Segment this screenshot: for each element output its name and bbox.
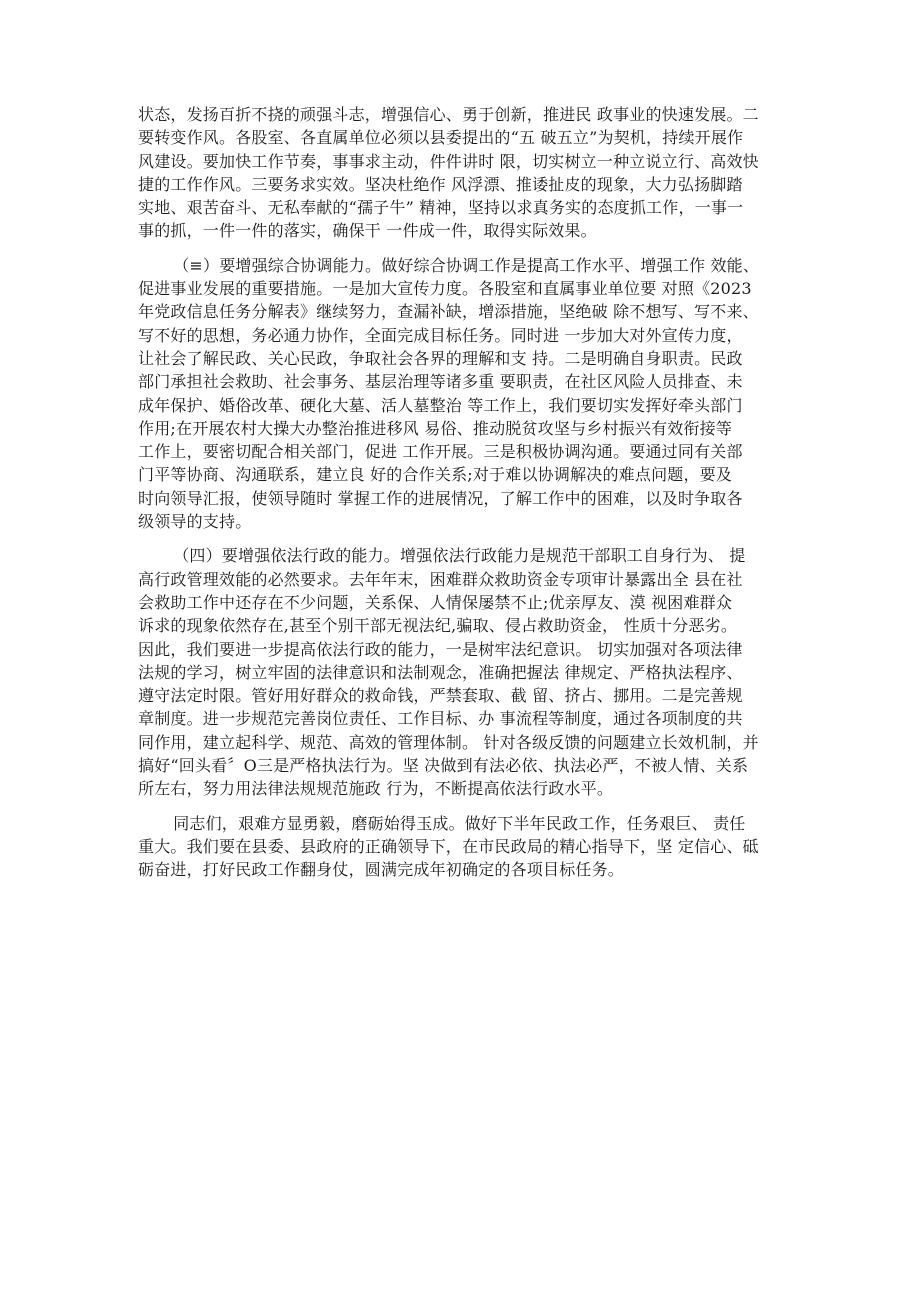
paragraph-closing: 同志们，艰难方显勇毅，磨砺始得玉成。做好下半年民政工作，任务艰巨、 责任 重大。我们要在县委、县政府的正确领导下，在市民政局的精心指导下，坚 定信心、砥 砺奋进，打好民政工作翻身仗，圆满完成年初确定的各项目标任务。 — [138, 813, 759, 880]
paragraph-work-style: 状态，发扬百折不挠的顽强斗志，增强信心、勇于创新，推进民 政事业的快速发展。二 要转变作风。各股室、各直属单位必须以县委提出的“五 破五立”为契机，持续开展作 风建设。要加快工作节奏，事事求主动，件件讲时 限，切实树立一种立说立行、高效快 捷的工作作风。三要务求实效。坚决杜绝作 风浮漂、推诿扯皮的现象，大力弘扬脚踏 实地、艰苦奋斗、无私奉献的“孺子牛” 精神，坚持以求真务实的态度抓工作，一事一 事的抓，一件一件的落实，确保干 一件成一件，取得实际效果。 — [138, 105, 759, 241]
paragraph-coordination: （≡）要增强综合协调能力。做好综合协调工作是提高工作水平、增强工作 效能、 促进事业发展的重要措施。一是加大宣传力度。各股室和直属事业单位要 对照《2023 年党政信息任务分解表》继续努力，查漏补缺，增添措施，坚绝破 除不想写、写不来、 写不好的思想，务必通力协作，全面完成目标任务。同时进 一步加大对外宣传力度， 让社会了解民政、关心民政，争取社会各界的理解和支 持。二是明确自身职责。民政 部门承担社会救助、社会事务、基层治理等诸多重 要职责，在社区风险人员排查、未 成年保护、婚俗改革、硬化大墓、活人墓整治 等工作上，我们要切实发挥好牵头部门 作用;在开展农村大操大办整治推进移风 易俗、推动脱贫攻坚与乡村振兴有效衔接等 工作上，要密切配合相关部门，促进 工作开展。三是积极协调沟通。要通过同有关部 门平等协商、沟通联系，建立良 好的合作关系;对于难以协调解决的难点问题，要及 时向领导汇报，使领导随时 掌握工作的进展情况，了解工作中的困难，以及时争取各 级领导的支持。 — [138, 255, 760, 532]
document-body — [138, 103, 788, 893]
paragraph-rule-of-law: （四）要增强依法行政的能力。增强依法行政能力是规范干部职工自身行为、 提 高行政管理效能的必然要求。去年年末，困难群众救助资金专项审计暴露出全 县在社 会救助工作中还存在不少问题，关系保、人情保屡禁不止;优亲厚友、漠 视困难群众 诉求的现象依然存在,甚至个别干部无视法纪,骗取、侵占救助资金， 性质十分恶劣。 因此，我们要进一步提高依法行政的能力，一是树牢法纪意识。 切实加强对各项法律 法规的学习，树立牢固的法律意识和法制观念，准确把握法 律规定、严格执法程序、 遵守法定时限。管好用好群众的救命钱，严禁套取、截 留、挤占、挪用。二是完善规 章制度。进一步规范完善岗位责任、工作目标、办 事流程等制度，通过各项制度的共 同作用，建立起科学、规范、高效的管理体制。 针对各级反馈的问题建立长效机制，并 搞好“回头看〞O三是严格执法行为。坚 决做到有法必依、执法必严，不被人情、关系 所左右，努力用法律法规规范施政 行为，不断提高依法行政水平。 — [138, 546, 759, 799]
